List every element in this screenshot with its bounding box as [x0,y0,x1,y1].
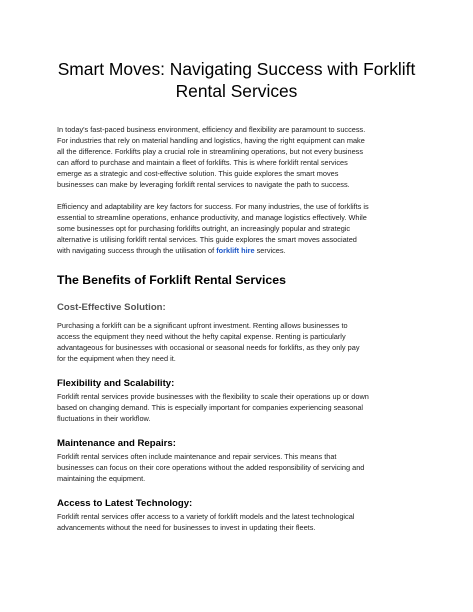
title-line-1: Smart Moves: Navigating Success with Forklift [57,59,416,79]
maint-line: businesses can focus on their core operations without the added responsibility of servicing and [57,463,365,472]
intro-p1-line: businesses can make by leveraging forklift rental services to navigate the path to success. [57,180,350,189]
flexibility-heading: Flexibility and Scalability: [57,378,175,389]
forklift-hire-link[interactable]: forklift hire [216,246,255,255]
flex-line: based on changing demand. This is especially important for companies experiencing seasonal [57,403,364,412]
intro-p1-line: can afford to purchase and maintain a fleet of forklifts. This is where forklift rental services [57,158,348,167]
intro-p2-last-suffix: services. [254,246,286,255]
title-line-2: Rental Services [175,81,298,101]
flex-line: fluctuations in their workflow. [57,414,151,423]
maint-line: maintaining the equipment. [57,474,146,483]
intro-paragraph-1 [57,124,416,190]
technology-heading: Access to Latest Technology: [57,498,193,509]
tech-line: Forklift rental services offer access to a variety of forklift models and the latest technological [57,512,355,521]
intro-p2-last-prefix: with navigating success through the utilisation of [57,246,217,255]
page-title [57,0,416,102]
intro-p1-line: all the difference. Forklifts play a crucial role in streamlining operations, but not every business [57,147,364,156]
cost-line: Purchasing a forklift can be a significant upfront investment. Renting allows businesses to [57,321,348,330]
cost-effective-paragraph [57,320,416,364]
tech-line: advancements without the need for businesses to invest in updating their fleets. [57,523,316,532]
maintenance-paragraph [57,451,416,484]
intro-p1-line: In today's fast-paced business environment, efficiency and flexibility are paramount to success. [57,125,366,134]
cost-line: advantageous for businesses with occasional or seasonal needs for forklifts, as they only pay [57,343,360,352]
intro-p2-line: essential to streamline operations, enhance productivity, and manage logistics effectively. While [57,213,367,222]
benefits-heading: The Benefits of Forklift Rental Services [57,273,286,287]
technology-paragraph [57,511,416,533]
intro-paragraph-2 [57,201,416,256]
intro-p1-line: For industries that rely on material handling and logistics, having the right equipment can make [57,136,365,145]
intro-p2-line: Efficiency and adaptability are key factors for success. For many industries, the use of forklifts is [57,202,369,211]
cost-line: access the equipment they need without the hefty capital expense. Renting is particularly [57,332,346,341]
intro-p2-line: some businesses opt for purchasing forklifts outright, an increasingly popular and strategic [57,224,351,233]
intro-p2-line: alternative is utilising forklift rental services. This guide explores the smart moves associated [57,235,357,244]
maint-line: Forklift rental services often include maintenance and repair services. This means that [57,452,337,461]
flex-line: Forklift rental services provide businesses with the flexibility to scale their operations up or down [57,392,369,401]
cost-effective-heading: Cost-Effective Solution: [57,302,166,313]
flexibility-paragraph [57,391,416,424]
intro-p1-line: emerge as a strategic and cost-effective solution. This guide explores the smart moves [57,169,339,178]
maintenance-heading: Maintenance and Repairs: [57,438,176,449]
cost-line: for the equipment when they need it. [57,354,176,363]
